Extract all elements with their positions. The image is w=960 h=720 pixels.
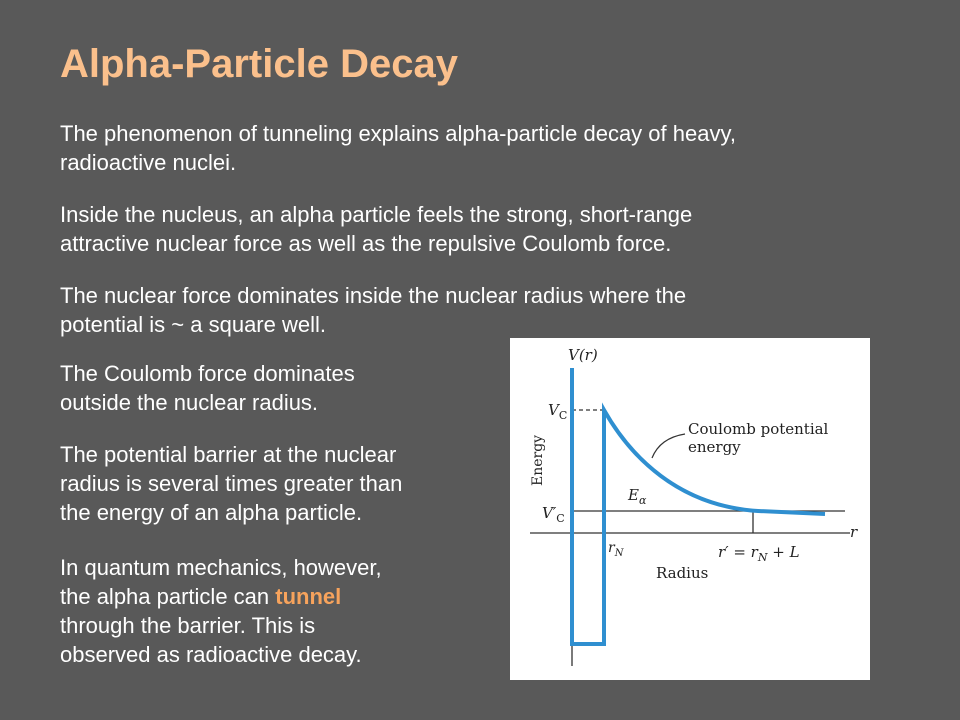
paragraph-nuclear-force xyxy=(60,281,686,339)
text-line: observed as radioactive decay. xyxy=(60,642,362,667)
text-line: the energy of an alpha particle. xyxy=(60,500,363,525)
potential-curve xyxy=(572,368,825,644)
text-line: attractive nuclear force as well as the repulsive Coulomb force. xyxy=(60,231,672,256)
paragraph-coulomb xyxy=(60,359,355,417)
curve-label-line1: Coulomb potential xyxy=(688,420,829,438)
energy-axis-label: Energy xyxy=(530,434,546,486)
vc-prime-label: $V'_C$ xyxy=(542,504,565,525)
text-line: radius is several times greater than xyxy=(60,471,403,496)
vc-label: $V_C$ xyxy=(548,401,568,422)
text-line: radioactive nuclei. xyxy=(60,150,237,175)
r-prime-label: $r' = r_N + L$ xyxy=(718,543,800,564)
tunnel-highlight: tunnel xyxy=(275,584,342,609)
paragraph-forces xyxy=(60,200,692,258)
e-alpha-label: $E_\alpha$ xyxy=(628,486,647,507)
text-line: The phenomenon of tunneling explains alpha-particle decay of heavy, xyxy=(60,121,736,146)
text-line: The potential barrier at the nuclear xyxy=(60,442,397,467)
r-axis-label: r xyxy=(850,523,858,541)
radius-axis-label: Radius xyxy=(656,564,709,582)
rn-label: $r_N$ xyxy=(608,540,624,559)
potential-diagram-svg xyxy=(510,338,870,680)
potential-energy-diagram xyxy=(510,338,870,680)
paragraph-quantum xyxy=(60,553,382,669)
paragraph-tunneling xyxy=(60,119,736,177)
text-line: potential is ~ a square well. xyxy=(60,312,326,337)
v-of-r-label: V(r) xyxy=(568,346,598,364)
text-line: Inside the nucleus, an alpha particle feels the strong, short-range xyxy=(60,202,693,227)
curve-label-leader xyxy=(652,434,685,458)
curve-label-line2: energy xyxy=(688,438,741,456)
text-line: through the barrier. This is xyxy=(60,613,316,638)
text-line: The nuclear force dominates inside the nuclear radius where the xyxy=(60,283,687,308)
text-line: In quantum mechanics, however, xyxy=(60,555,382,580)
text-line: outside the nuclear radius. xyxy=(60,390,319,415)
text-line: The Coulomb force dominates xyxy=(60,361,355,386)
text-line: the alpha particle can xyxy=(60,584,276,609)
paragraph-barrier xyxy=(60,440,402,527)
slide-title: Alpha-Particle Decay xyxy=(60,42,458,86)
